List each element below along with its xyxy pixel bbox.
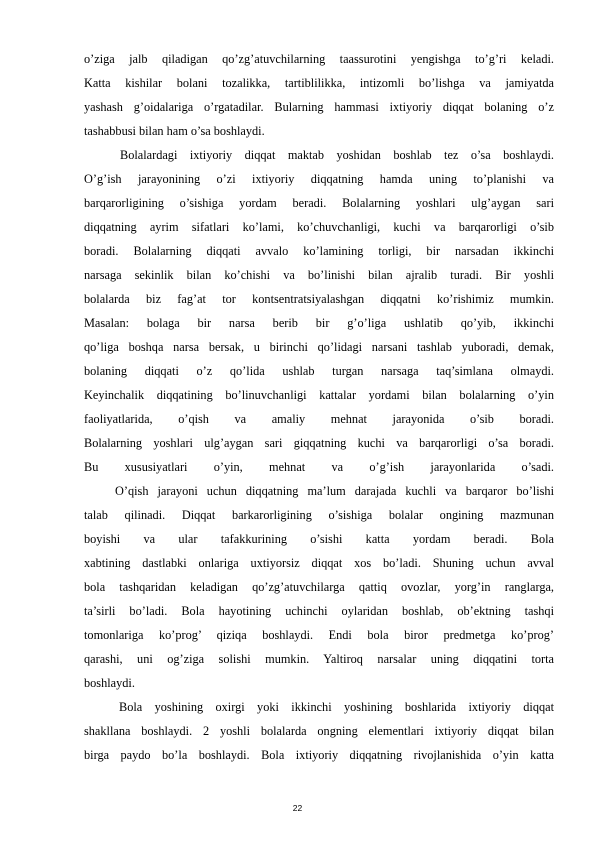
text-line: O’g’ish jarayonining o’zi ixtiyoriy diqqatning hamda uning to’planishi va [84, 172, 554, 186]
text-line: Katta kishilar bolani tozalikka, tartiblilikka, intizomli bo’lishga va jamiyatda [84, 76, 554, 90]
text-line: bolalarda biz fag’at tor kontsentratsiyalashgan diqqatni ko’rishimiz mumkin. [84, 292, 554, 306]
paragraph-first-line: Bolalardagi ixtiyoriy diqqat maktab yoshidan boshlab tez o’sa boshlaydi. [120, 148, 554, 162]
text-line: boshlaydi. [84, 676, 135, 690]
page-number: 22 [292, 803, 303, 813]
text-line: faoliyatlarida, o’qish va amaliy mehnat jarayonida o’sib boradi. [84, 412, 554, 426]
text-line: barqarorligining o’sishiga yordam beradi. Bolalarning yoshlari ulg’aygan sari [84, 196, 554, 210]
text-line: narsaga sekinlik bilan ko’chishi va bo’linishi bilan ajralib turadi. Bir yoshli [84, 268, 554, 282]
text-line: ta’sirli bo’ladi. Bola hayotining uchinchi oylaridan boshlab, ob’ektning tashqi [84, 604, 554, 618]
text-line: Bu xususiyatlari o’yin, mehnat va o’g’ish jarayonlarida o’sadi. [84, 460, 554, 474]
text-line: talab qilinadi. Diqqat barkarorligining o’sishiga bolalar ongining mazmunan [84, 508, 554, 522]
text-line: xabtining dastlabki onlariga uxtiyorsiz diqqat xos bo’ladi. Shuning uchun avval [84, 556, 554, 570]
text-line: boyishi va ular tafakkurining o’sishi katta yordam beradi. Bola [84, 532, 554, 546]
text-line: yashash g’oidalariga o’rgatadilar. Bularning hammasi ixtiyoriy diqqat bolaning o’z [84, 100, 554, 114]
text-line: qarashi, uni og’ziga solishi mumkin. Yaltiroq narsalar uning diqqatini torta [84, 652, 554, 666]
text-line: qo’liga boshqa narsa bersak, u birinchi qo’lidagi narsani tashlab yuboradi, demak, [84, 340, 554, 354]
text-line: birga paydo bo’la boshlaydi. Bola ixtiyoriy diqqatning rivojlanishida o’yin katta [84, 748, 554, 762]
paragraph-first-line: O’qish jarayoni uchun diqqatning ma’lum darajada kuchli va barqaror bo’lishi [115, 484, 554, 498]
paragraph-first-line: Bola yoshining oxirgi yoki ikkinchi yoshining boshlarida ixtiyoriy diqqat [119, 700, 554, 714]
text-line: shakllana boshlaydi. 2 yoshli bolalarda ongning elementlari ixtiyoriy diqqat bilan [84, 724, 554, 738]
text-line: boradi. Bolalarning diqqati avvalo ko’lamining torligi, bir narsadan ikkinchi [84, 244, 554, 258]
text-line: Masalan: bolaga bir narsa berib bir g’o’liga ushlatib qo’yib, ikkinchi [84, 316, 554, 330]
text-line: diqqatning ayrim sifatlari ko’lami, ko’chuvchanligi, kuchi va barqarorligi o’sib [84, 220, 554, 234]
text-line: bola tashqaridan keladigan qo’zg’atuvchilarga qattiq ovozlar, yorg’in ranglarga, [84, 580, 554, 594]
text-line: tomonlariga ko’prog’ qiziqa boshlaydi. Endi bola biror predmetga ko’prog’ [84, 628, 554, 642]
text-line: o’ziga jalb qiladigan qo’zg’atuvchilarning taassurotini yengishga to’g’ri keladi. [84, 52, 554, 66]
text-line: Keyinchalik diqqatining bo’linuvchanligi kattalar yordami bilan bolalarning o’yin [84, 388, 554, 402]
text-line: tashabbusi bilan ham o’sa boshlaydi. [84, 124, 265, 138]
text-line: bolaning diqqati o’z qo’lida ushlab turgan narsaga taq’simlana olmaydi. [84, 364, 554, 378]
text-line: Bolalarning yoshlari ulg’aygan sari giqqatning kuchi va barqarorligi o’sa boradi. [84, 436, 554, 450]
